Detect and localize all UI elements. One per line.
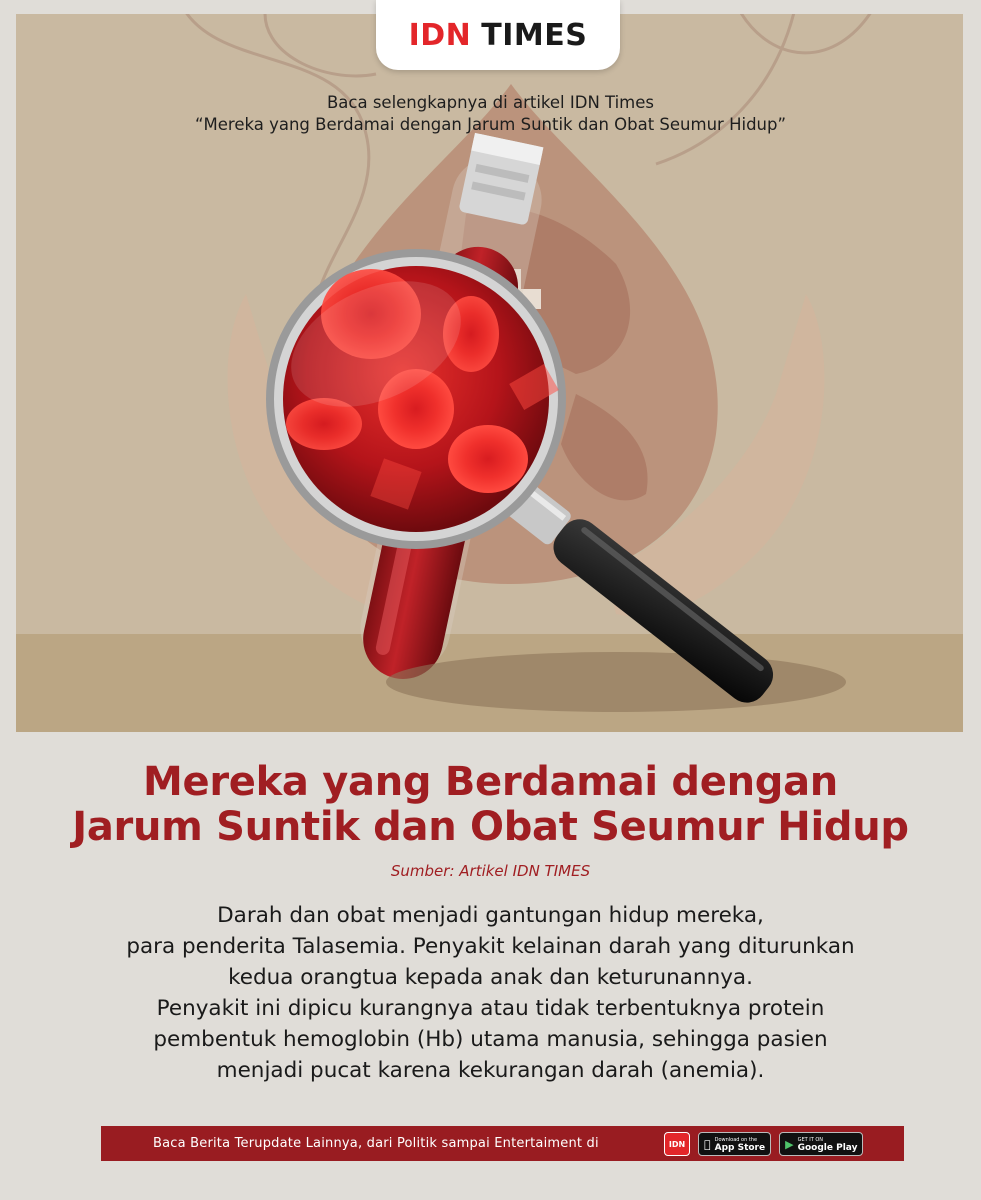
google-play-small: GET IT ON bbox=[790, 1137, 817, 1143]
store-badges bbox=[664, 1132, 863, 1156]
article-headline bbox=[0, 760, 981, 850]
app-store-label: App Store bbox=[708, 1143, 759, 1153]
app-store-small: Download on the bbox=[708, 1137, 751, 1143]
source-credit: Sumber: Artikel IDN TIMES bbox=[390, 862, 591, 880]
logo-idn: IDN bbox=[408, 17, 472, 53]
idn-times-logo bbox=[376, 0, 620, 70]
headline-line2: Jarum Suntik dan Obat Seumur Hidup bbox=[72, 804, 909, 850]
read-more-line1: Baca selengkapnya di artikel IDN Times bbox=[326, 93, 655, 112]
read-more-line2: “Mereka yang Berdamai dengan Jarum Suntik dan Obat Seumur Hidup” bbox=[194, 115, 787, 134]
footer-banner bbox=[101, 1126, 904, 1161]
body-line: Darah dan obat menjadi gantungan hidup mereka, bbox=[217, 903, 764, 928]
app-store-badge[interactable] bbox=[698, 1132, 771, 1156]
body-line: Penyakit ini dipicu kurangnya atau tidak terbentuknya protein bbox=[156, 996, 825, 1021]
body-line: pembentuk hemoglobin (Hb) utama manusia, sehingga pasien bbox=[153, 1027, 828, 1052]
body-line: menjadi pucat karena kekurangan darah (anemia). bbox=[216, 1058, 765, 1083]
body-line: kedua orangtua kepada anak dan keturunannya. bbox=[228, 965, 753, 990]
idn-app-badge[interactable]: IDN bbox=[664, 1132, 690, 1156]
read-more-caption bbox=[0, 92, 981, 136]
google-play-label: Google Play bbox=[790, 1143, 851, 1153]
google-play-badge[interactable] bbox=[779, 1132, 863, 1156]
logo-times: TIMES bbox=[481, 17, 588, 53]
body-paragraph bbox=[30, 900, 951, 1086]
headline-line1: Mereka yang Berdamai dengan bbox=[143, 759, 838, 805]
body-line: para penderita Talasemia. Penyakit kelainan darah yang diturunkan bbox=[126, 934, 855, 959]
footer-text: Baca Berita Terupdate Lainnya, dari Politik sampai Entertaiment di bbox=[153, 1136, 599, 1151]
play-icon: ▶ bbox=[778, 1137, 787, 1151]
apple-icon bbox=[704, 1138, 711, 1151]
